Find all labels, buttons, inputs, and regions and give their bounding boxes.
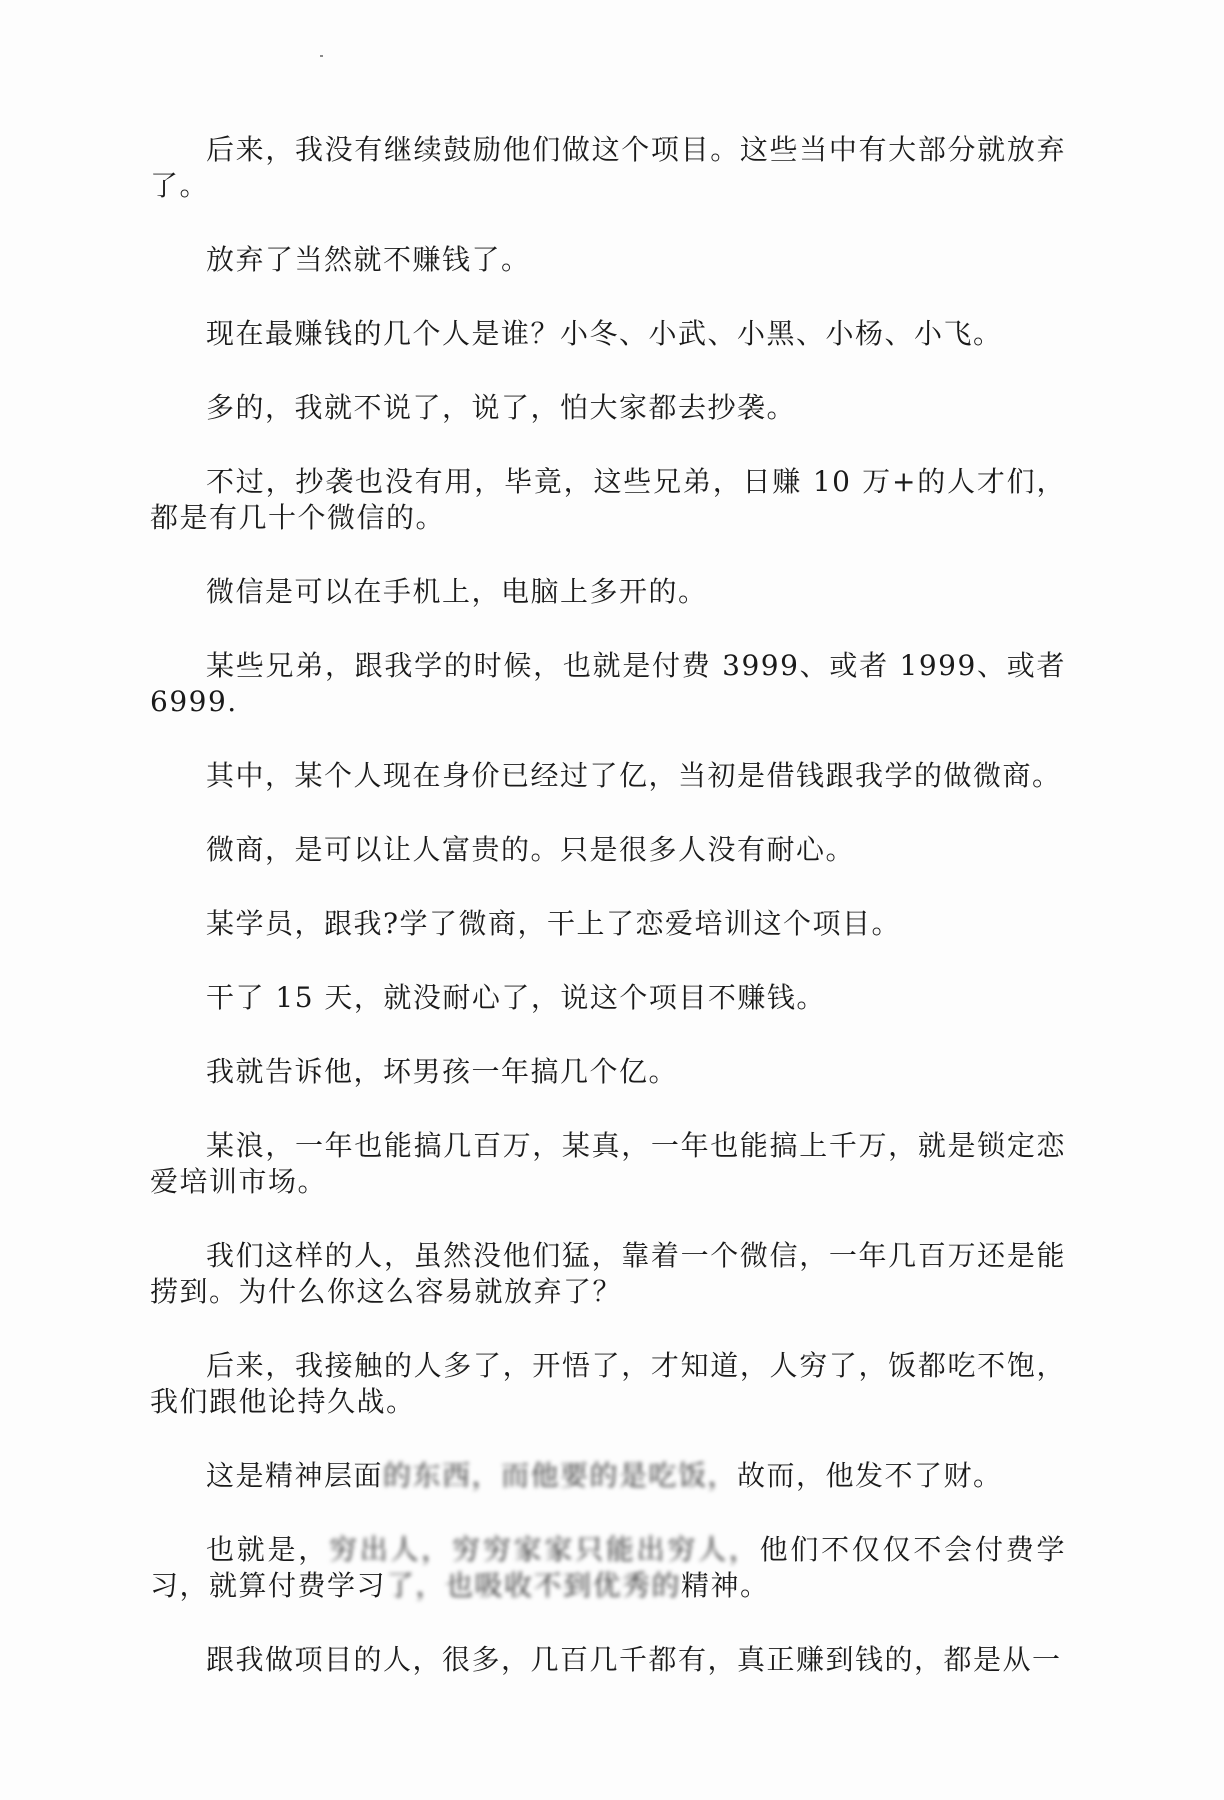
paragraph-11: 干了 15 天，就没耐心了，说这个项目不赚钱。 (206, 981, 826, 1014)
paragraph-17-blurred-text-2: 了，也吸收不到优秀的 (386, 1569, 682, 1602)
paragraph-1: 后来，我没有继续鼓励他们做这个项目。这些当中有大部分就放弃了。 (150, 133, 1066, 202)
paragraph-17-blurred-text: 穷出人，穷穷家家只能出穷人， (329, 1533, 760, 1566)
paragraph-12: 我就告诉他，坏男孩一年搞几个亿。 (206, 1055, 679, 1088)
paragraph-13: 某浪，一年也能搞几百万，某真，一年也能搞上千万，就是锁定恋爱培训市场。 (150, 1129, 1066, 1198)
paragraph-2: 放弃了当然就不赚钱了。 (206, 243, 531, 276)
paragraph-17-text-a: 也就是， (206, 1533, 330, 1566)
paragraph-9: 微商，是可以让人富贵的。只是很多人没有耐心。 (206, 833, 856, 866)
document-body (150, 132, 1066, 1716)
paragraph-7: 某些兄弟，跟我学的时候，也就是付费 3999、或者 1999、或者 6999. (150, 649, 1066, 718)
scan-speck (320, 55, 323, 57)
paragraph-15: 后来，我接触的人多了，开悟了，才知道，人穷了，饭都吃不饱，我们跟他论持久战。 (150, 1349, 1066, 1418)
paragraph-17-text-c: 精神。 (681, 1569, 770, 1602)
paragraph-6: 微信是可以在手机上，电脑上多开的。 (206, 575, 708, 608)
paragraph-8: 其中，某个人现在身价已经过了亿，当初是借钱跟我学的做微商。 (206, 759, 1062, 792)
paragraph-3: 现在最赚钱的几个人是谁？小冬、小武、小黑、小杨、小飞。 (206, 317, 1003, 350)
paragraph-4: 多的，我就不说了，说了，怕大家都去抄袭。 (206, 391, 797, 424)
paragraph-18: 跟我做项目的人，很多，几百几千都有，真正赚到钱的，都是从一 (206, 1643, 1062, 1676)
paragraph-17-text-b: 他们不仅仅不会付费学习，就算付费学习 (150, 1533, 1066, 1602)
paragraph-14: 我们这样的人，虽然没他们猛，靠着一个微信，一年几百万还是能捞到。为什么你这么容易就放弃了？ (150, 1239, 1066, 1308)
paragraph-5: 不过，抄袭也没有用，毕竟，这些兄弟，日赚 10 万+的人才们，都是有几十个微信的。 (150, 465, 1066, 534)
paragraph-16-blurred-text: 的东西，而他要的是吃饭， (383, 1459, 738, 1492)
paragraph-16-text-a: 这是精神层面 (206, 1459, 384, 1492)
paragraph-17 (150, 1532, 1066, 1604)
paragraph-16-text-b: 故而，他发不了财。 (737, 1459, 1003, 1492)
paragraph-10: 某学员，跟我?学了微商，干上了恋爱培训这个项目。 (206, 907, 902, 940)
paragraph-16 (150, 1458, 1066, 1494)
